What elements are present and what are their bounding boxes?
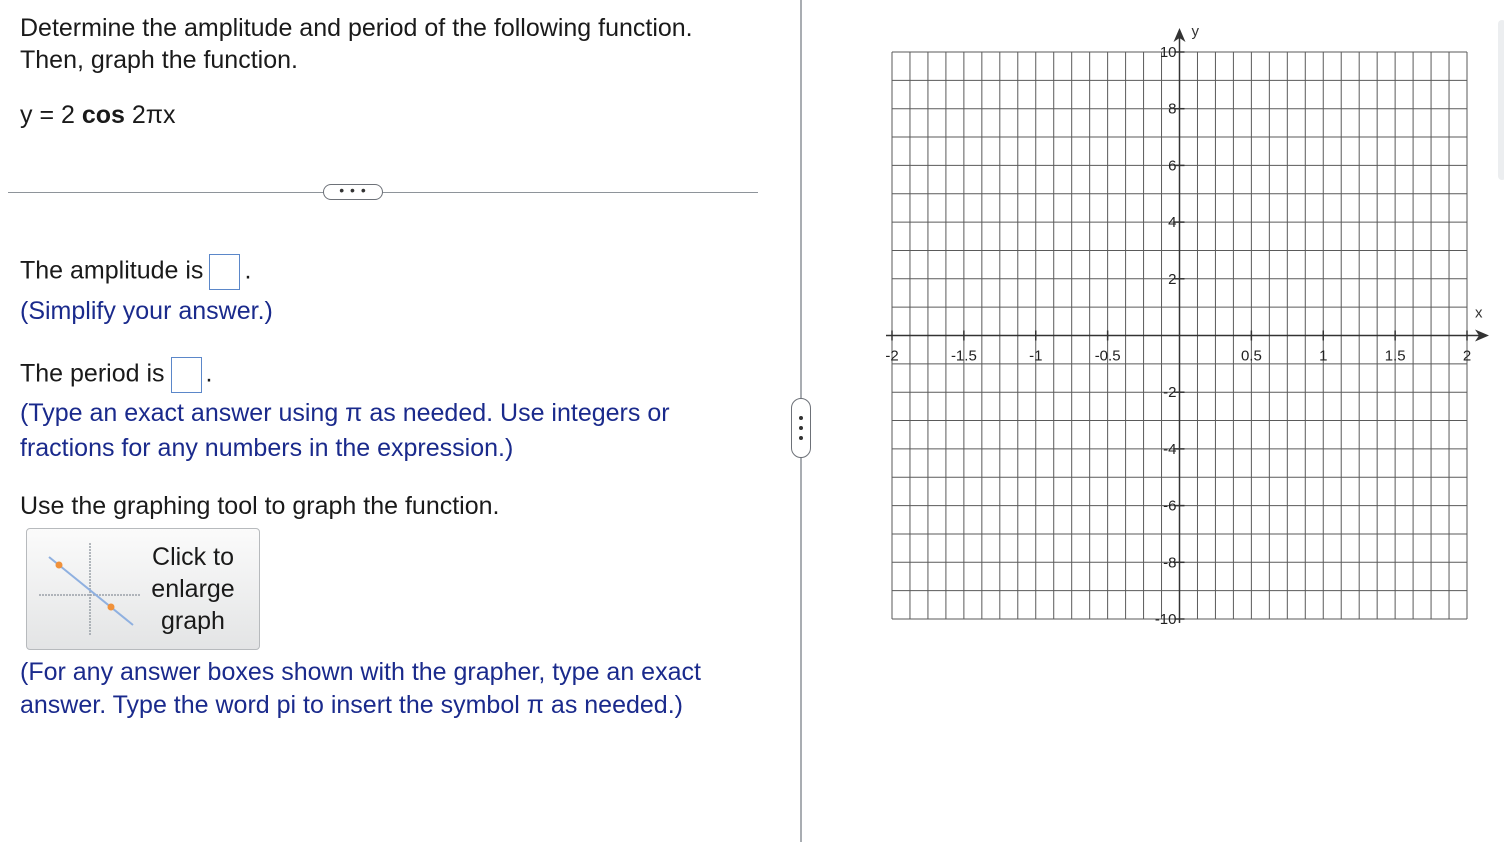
x-tick-label: 2 [1462,347,1472,365]
y-tick-label: -10 [1154,611,1177,628]
splitter-handle[interactable] [791,398,811,458]
y-tick-label: 8 [1168,100,1177,118]
x-tick-label: 0.5 [1240,347,1262,365]
amplitude-input[interactable] [209,254,240,290]
graph-thumbnail-icon [35,539,145,639]
x-tick-label: -1 [1029,347,1043,365]
question-line-2: Then, graph the function. [20,46,298,74]
amplitude-row [20,254,251,290]
section-divider [8,192,758,193]
y-tick-label: -6 [1163,497,1177,515]
amplitude-prompt: The amplitude is [20,256,204,285]
x-tick-label: -1.5 [950,347,977,365]
enlarge-graph-button[interactable] [26,528,260,650]
enlarge-graph-label: Click to enlarge graph [151,543,235,635]
y-tick-label: 2 [1168,270,1177,288]
x-axis-label: x [1475,304,1483,322]
period-hint-line-1: (Type an exact answer using π as needed. Use integers or [20,399,670,427]
equation-func: cos [81,101,125,129]
y-tick-label: -4 [1163,440,1177,458]
x-tick-label: -2 [885,347,899,365]
equation-arg: 2πx [131,101,176,129]
function-equation [20,101,176,130]
show-more-button[interactable]: • • • [323,184,383,200]
amplitude-period-mark: . [244,256,252,285]
amplitude-hint: (Simplify your answer.) [20,297,273,325]
x-tick-label: 1 [1319,347,1328,365]
period-prompt: The period is [20,359,165,388]
graph-axes [886,23,1489,623]
period-hint-line-2: fractions for any numbers in the expression.) [20,434,514,462]
period-period-mark: . [205,359,213,388]
grapher-note-line-1: (For any answer boxes shown with the grapher, type an exact [20,658,701,686]
y-tick-label: -8 [1163,554,1177,572]
y-tick-label: -2 [1163,384,1177,402]
right-edge-scroll-handle[interactable] [1498,20,1504,180]
y-axis-label: y [1191,23,1199,40]
y-tick-label: 10 [1159,44,1177,61]
coordinate-graph[interactable] [820,0,1504,842]
equation-lhs: y = 2 [20,101,75,129]
y-tick-label: 4 [1168,214,1177,232]
grapher-note-line-2: answer. Type the word pi to insert the symbol π as needed.) [20,691,683,719]
graph-instruction: Use the graphing tool to graph the function. [20,492,500,520]
y-tick-label: 6 [1168,157,1177,175]
x-tick-label: 1.5 [1384,347,1406,365]
x-tick-label: -0.5 [1094,347,1121,365]
period-input[interactable] [171,357,202,393]
period-row [20,357,212,393]
question-line-1: Determine the amplitude and period of the following function. [20,14,693,42]
